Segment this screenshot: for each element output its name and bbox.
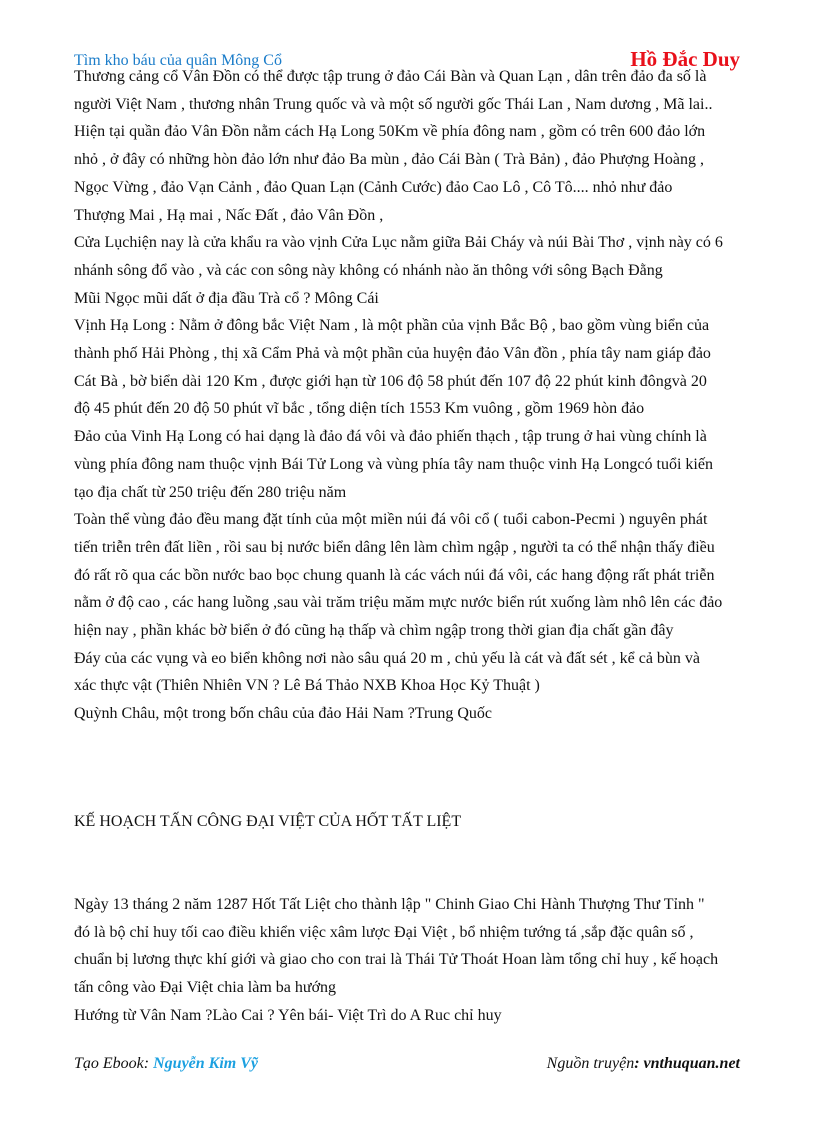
text-line: Toàn thể vùng đảo đều mang đặt tính của một miền núi đá vôi cổ ( tuổi cabon-Pecmi ) nguyên phát: [74, 511, 708, 529]
document-title: Tìm kho báu của quân Mông Cổ: [74, 52, 282, 69]
text-line: Thương cảng cổ Vân Đồn có thể được tập trung ở đảo Cái Bàn và Quan Lạn , dân trên đảo đa số là: [74, 68, 707, 85]
text-line: Cát Bà , bờ biển dài 120 Km , được giới hạn từ 106 độ 58 phút đến 107 độ 22 phút kinh đôngvà 20: [74, 372, 707, 390]
text-line: Quỳnh Châu, một trong bốn châu của đảo Hải Nam ?Trung Quốc: [74, 705, 492, 723]
text-line: Đáy của các vụng và eo biển không nơi nào sâu quá 20 m , chủ yếu là cát và đất sét , kể cả bùn và: [74, 649, 701, 667]
text-line: nằm ở độ cao , các hang luồng ,sau vài trăm triệu măm mực nước biển rút xuống làm nhô lên các đảo: [74, 594, 723, 612]
author-name: Hồ Đắc Duy: [630, 47, 740, 71]
footer-source: Nguồn truyện: vnthuquan.net: [546, 1055, 740, 1072]
footer-ebook-credit: Tạo Ebook: Nguyễn Kim Vỹ: [74, 1055, 258, 1072]
source-site[interactable]: vnthuquan.net: [643, 1055, 740, 1072]
text-line: tấn công vào Đại Việt chia làm ba hướng: [74, 979, 337, 997]
text-line: Ngọc Vừng , đảo Vạn Cảnh , đảo Quan Lạn (Cảnh Cước) đảo Cao Lô , Cô Tô.... nhỏ như đảo: [74, 178, 673, 196]
text-line: vùng phía đông nam thuộc vịnh Bái Tử Long và vùng phía tây nam thuộc vinh Hạ Longcó tuổi kiến: [74, 455, 713, 473]
text-line: nhánh sông đổ vào , và các con sông này không có nhánh nào ăn thông với sông Bạch Đằng: [74, 261, 663, 279]
text-line: nhỏ , ở đây có những hòn đảo lớn như đảo Ba mùn , đảo Cái Bàn ( Trà Bản) , đảo Phượng Hoàng ,: [74, 151, 704, 169]
ebook-creator: Nguyễn Kim Vỹ: [153, 1055, 258, 1072]
text-line: Cửa Lụchiện nay là cửa khẩu ra vào vịnh Cửa Lục nằm giữa Bải Cháy và núi Bài Thơ , vịnh này có 6: [74, 234, 723, 252]
source-label: Nguồn truyện: [546, 1055, 635, 1072]
text-line: đó là bộ chỉ huy tối cao điều khiển việc xâm lược Đại Việt , bổ nhiệm tướng tá ,sắp đặc quân số ,: [74, 923, 694, 941]
text-line: Vịnh Hạ Long : Nằm ở đông bắc Việt Nam , là một phần của vịnh Bắc Bộ , bao gồm vùng biển của: [74, 317, 710, 335]
text-line: đó rất rõ qua các bồn nước bao bọc chung quanh là các vách núi đá vôi, các hang động rất phát triễn: [74, 566, 715, 584]
text-line: chuẩn bị lương thực khí giới và giao cho con trai là Thái Tử Thoát Hoan làm tổng chỉ huy , kế hoạch: [74, 951, 719, 969]
text-line: người Việt Nam , thương nhân Trung quốc và và một số người gốc Thái Lan , Nam dương , Mã lai..: [74, 95, 713, 113]
text-line: Mũi Ngọc mũi dất ở địa đầu Trà cổ ? Mông Cái: [74, 289, 379, 307]
text-line: Hướng từ Vân Nam ?Lào Cai ? Yên bái- Việt Trì do A Ruc chỉ huy: [74, 1006, 502, 1024]
text-line: thành phố Hải Phòng , thị xã Cẩm Phả và một phần của huyện đảo Vân đồn , phía tây nam giáp đảo: [74, 345, 711, 362]
text-line: Ngày 13 tháng 2 năm 1287 Hốt Tất Liệt cho thành lập " Chinh Giao Chi Hành Thượng Thư Tỉnh ": [74, 896, 705, 913]
text-line: tạo địa chất từ 250 triệu đến 280 triệu năm: [74, 483, 347, 501]
section-heading: KẾ HOẠCH TẤN CÔNG ĐẠI VIỆT CỦA HỐT TẤT LIỆT: [74, 813, 462, 830]
text-line: xác thực vật (Thiên Nhiên VN ? Lê Bá Thảo NXB Khoa Học Kỷ Thuật ): [74, 677, 540, 695]
text-line: Đảo của Vinh Hạ Long có hai dạng là đảo đá vôi và đảo phiến thạch , tập trung ở hai vùng chính là: [74, 428, 707, 446]
text-line: Thượng Mai , Hạ mai , Nấc Đất , đảo Vân Đồn ,: [74, 206, 384, 224]
ebook-label: Tạo Ebook: [74, 1055, 144, 1072]
text-line: tiến triễn trên đất liền , rồi sau bị nước biển dâng lên làm chìm ngập , người ta có thể nhận thấy điều: [74, 538, 715, 556]
text-line: Hiện tại quần đảo Vân Đồn nằm cách Hạ Long 50Km về phía đông nam , gồm có trên 600 đảo lớn: [74, 123, 706, 141]
text-line: độ 45 phút đến 20 độ 50 phút vĩ bắc , tổng diện tích 1553 Km vuông , gồm 1969 hòn đảo: [74, 400, 645, 418]
text-line: hiện nay , phần khác bờ biển ở đó cũng hạ thấp và chìm ngập trong thời gian địa chất gần đây: [74, 622, 674, 639]
